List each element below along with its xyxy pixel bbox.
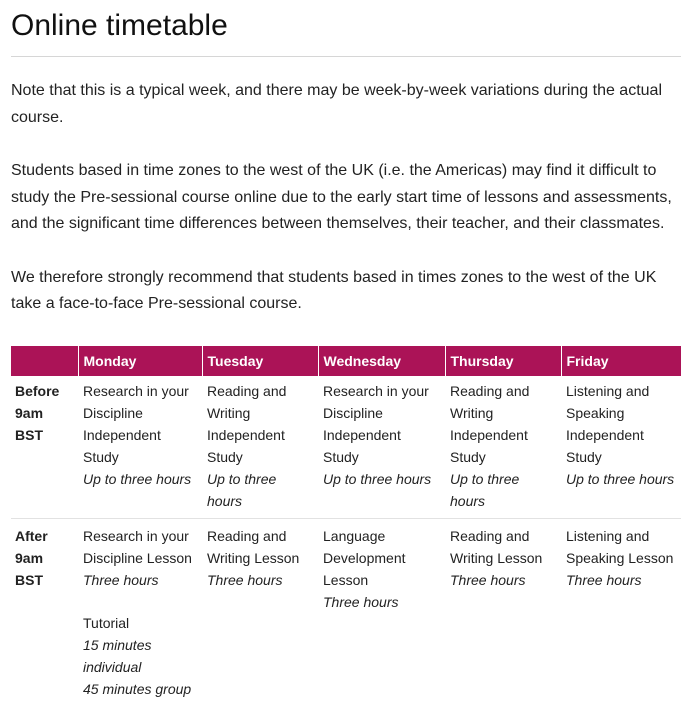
table-cell: Reading and Writing Independent Study Up to three hours — [445, 376, 561, 519]
table-row — [11, 518, 681, 706]
table-cell: Research in your Discipline Independent Study Up to three hours — [318, 376, 445, 519]
header-wednesday: Wednesday — [318, 346, 445, 376]
note-paragraph: Note that this is a typical week, and there may be week-by-week variations during the actual course. — [11, 82, 662, 126]
table-cell: Reading and Writing Independent Study Up to three hours — [202, 376, 318, 519]
table-cell: Research in your Discipline Lesson Three hours Tutorial 15 minutes individual 45 minutes group — [78, 518, 202, 706]
table-cell: Listening and Speaking Lesson Three hours — [566, 527, 674, 588]
page-title: Online timetable — [11, 8, 681, 57]
time-label: Before 9am BST — [11, 376, 78, 519]
time-label: After 9am BST — [15, 527, 48, 588]
recommendation-paragraph: We therefore strongly recommend that students based in times zones to the west of the UK take a face-to-face Pre-sessional course. — [11, 268, 657, 312]
table-cell: Listening and Speaking Independent Study Up to three hours — [561, 376, 681, 519]
tutorial-label: Tutorial — [83, 614, 130, 631]
table-cell: Reading and Writing Lesson Three hours — [207, 527, 300, 588]
timetable — [11, 346, 681, 706]
header-thursday: Thursday — [445, 346, 561, 376]
header-time — [11, 346, 78, 376]
table-cell: Reading and Writing Lesson Three hours — [450, 527, 543, 588]
table-cell: Language Development Lesson Three hours — [323, 527, 406, 610]
table-row — [11, 376, 681, 519]
page-content — [11, 0, 681, 706]
timetable-header-row — [11, 346, 681, 376]
header-friday: Friday — [561, 346, 681, 376]
time-zone-paragraph: Students based in time zones to the west of the UK (i.e. the Americas) may find it difficult to study the Pre-sessional course online due to the early start time of lessons and assessments, and the significant time differences between themselves, their teacher, and their classmates. — [11, 162, 672, 232]
header-tuesday: Tuesday — [202, 346, 318, 376]
table-cell: Research in your Discipline Independent Study Up to three hours — [78, 376, 202, 519]
header-monday: Monday — [78, 346, 202, 376]
